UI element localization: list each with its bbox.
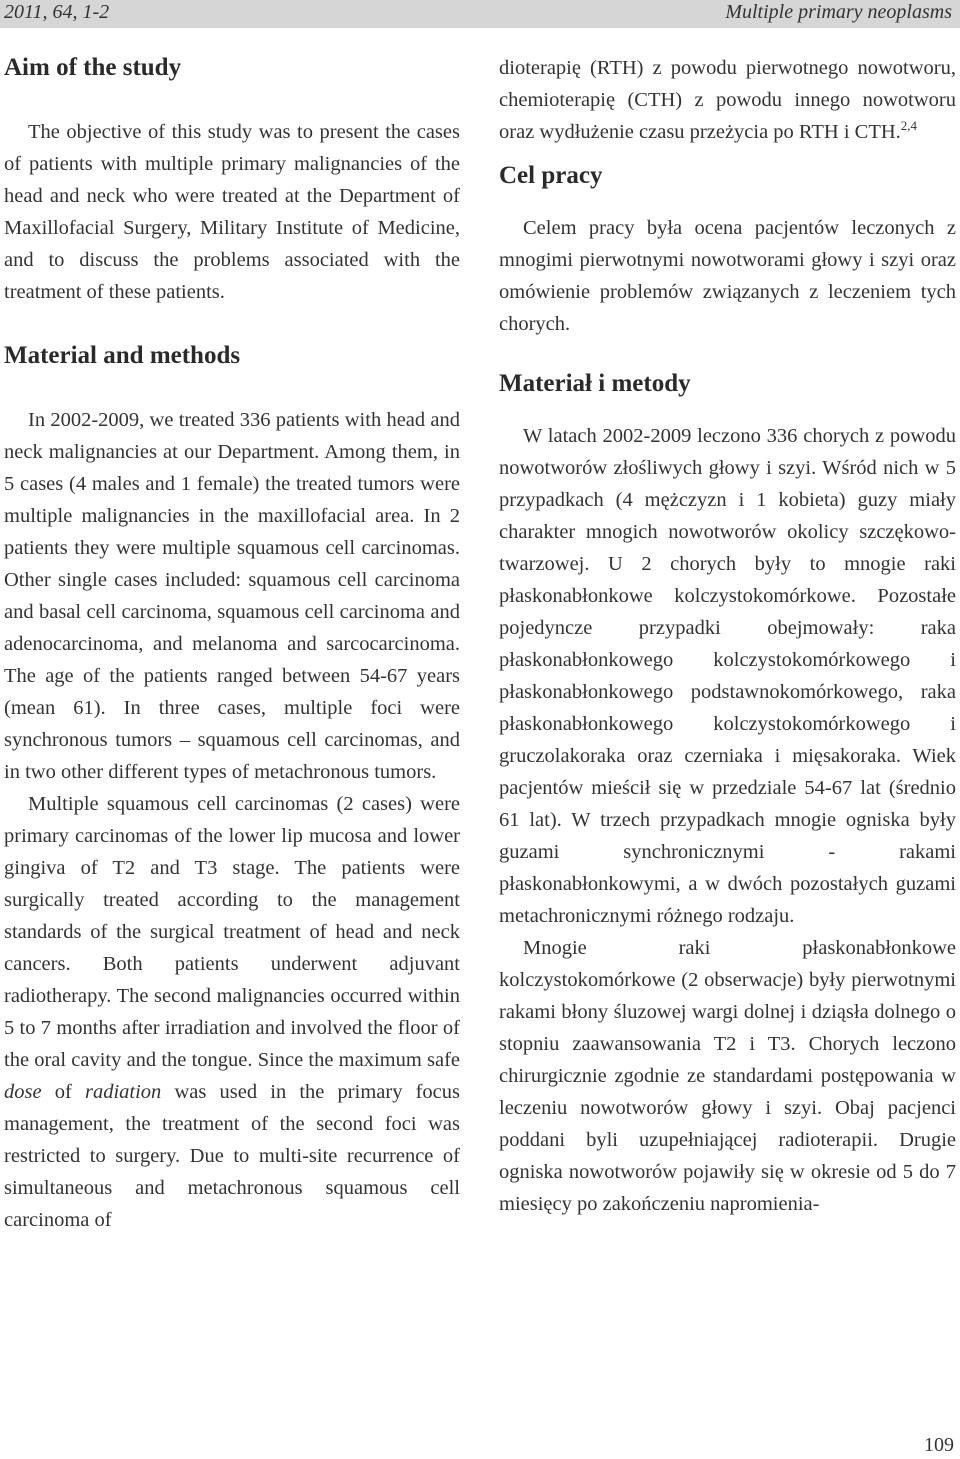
page-header <box>0 0 960 28</box>
methods-paragraph-2-text: of <box>41 1081 85 1103</box>
radiation-emphasis: radiation <box>84 1081 162 1103</box>
running-title: Multiple primary neoplasms <box>725 1 952 23</box>
methods-heading: Material and methods <box>4 342 241 369</box>
cel-pracy-heading: Cel pracy <box>499 162 603 189</box>
methods-paragraph-2-text: was used in the primary focus management, the treatment of the second foci was restricted to surgery. Due to multi-site recurrence of simultaneous and metachronous squamous cell carcinoma of <box>4 1081 461 1231</box>
cel-pracy-paragraph: Celem pracy była ocena pacjentów leczonych z mnogimi pierwotnymi nowotworami głowy i szyi oraz omówienie problemów związanych z leczeniem tych chorych. <box>499 217 956 335</box>
polish-column <box>499 52 956 1220</box>
metody-paragraph-1: W latach 2002-2009 leczono 336 chorych z powodu nowotworów złośliwych głowy i szyi. Wśród nich w 5 przypadkach (4 mężczyzn i 1 kobieta) guzy miały charakter mnogich nowotworów okolicy szczękowo-twarzowej. U 2 chorych były to mnogie raki płaskonabłonkowe kolczystokomórkowe. Pozostałe pojedyncze przypadki obejmowały: raka płaskonabłonkowego kolczystokomórkowego i płaskonabłonkowego podstawnokomórkowego, raka płaskonabłonkowego kolczystokomórkowego i gruczolakoraka oraz czerniaka i mięsakoraka. Wiek pacjentów mieścił się w przedziale 54-67 lat (średnio 61 lat). W trzech przypadkach mnogie ogniska były guzami synchronicznymi - rakami płaskonabłonkowymi, a w dwóch pozostałych guzami metachronicznymi różnego rodzaju. <box>499 425 956 927</box>
continuation-text: dioterapię (RTH) z powodu pierwotnego nowotworu, chemioterapię (CTH) z powodu innego nowotworu oraz wydłużenie czasu przeżycia po RTH i CTH. <box>499 57 956 143</box>
material-i-metody-heading: Materiał i metody <box>499 370 691 397</box>
aim-heading: Aim of the study <box>4 54 182 81</box>
methods-paragraph-1: In 2002-2009, we treated 336 patients with head and neck malignancies at our Department. Among them, in 5 cases (4 males and 1 female) the treated tumors were multiple malignancies in the maxillofacial area. In 2 patients they were multiple squamous cell carcinomas. Other single cases included: squamous cell carcinoma and basal cell carcinoma, squamous cell carcinoma and adenocarcinoma, and melanoma and sarcocarcinoma. The age of the patients ranged between 54-67 years (mean 61). In three cases, multiple foci were synchronous tumors – squamous cell carcinomas, and in two other different types of metachronous tumors. <box>4 409 460 783</box>
methods-paragraph-2-text: Multiple squamous cell carcinomas (2 cases) were primary carcinomas of the lower lip mucosa and lower gingiva of T2 and T3 stage. The patients were surgically treated according to the management standards of the surgical treatment of head and neck cancers. Both patients underwent adjuvant radiotherapy. The second malignancies occurred within 5 to 7 months after irradiation and involved the floor of the oral cavity and the tongue. Since the maximum safe <box>4 793 460 1071</box>
aim-paragraph: The objective of this study was to present the cases of patients with multiple primary malignancies of the head and neck who were treated at the Department of Maxillofacial Surgery, Military Institute of Medicine, and to discuss the problems associated with the treatment of these patients. <box>4 121 460 303</box>
journal-citation: 2011, 64, 1-2 <box>4 1 110 23</box>
metody-paragraph-2: Mnogie raki płaskonabłonkowe kolczystokomórkowe (2 obserwacje) były pierwotnymi rakami błony śluzowej wargi dolnej i dziąsła dolnego o stopniu zaawansowania T2 i T3. Chorych leczono chirurgicznie zgodnie ze standardami postępowania w leczeniu nowotworów głowy i szyi. Obaj pacjenci poddani byli uzupełniającej radioterapii. Drugie ogniska nowotworów pojawiły się w okresie od 5 do 7 miesięcy po zakończeniu napromienia- <box>499 937 956 1215</box>
continuation-paragraph <box>499 52 956 148</box>
reference-superscript: 2,4 <box>900 118 918 133</box>
dose-emphasis: dose <box>4 1081 42 1103</box>
english-column <box>4 52 460 1236</box>
methods-paragraph-2 <box>4 788 460 1236</box>
page-number: 109 <box>924 1434 954 1456</box>
